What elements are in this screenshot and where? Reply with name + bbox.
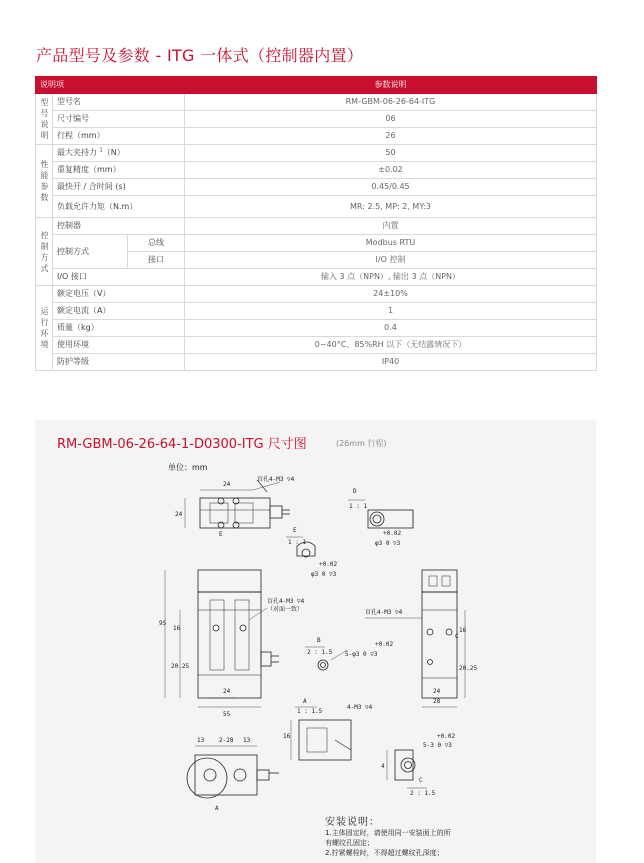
row-label: 控制方式 — [53, 235, 128, 269]
dim-label: 16 — [173, 625, 181, 632]
dim-label: 24 — [175, 511, 183, 518]
tol-label: 5-φ3 0 ▽3 — [345, 651, 378, 658]
tol-label: φ3 0 ▽3 — [311, 571, 337, 578]
view-marker: A — [215, 805, 219, 812]
row-value: 1 — [185, 303, 597, 320]
annotation: （对面一致） — [267, 606, 304, 613]
scale-label: 2 : 1.5 — [307, 649, 333, 656]
front-view — [165, 570, 279, 707]
dimension-drawing-panel — [35, 420, 596, 863]
dim-label: 24 — [433, 688, 441, 695]
detail-c — [387, 750, 415, 780]
install-line: 2.拧紧螺栓时，不得超过螺纹孔深度； — [325, 849, 444, 857]
table-row — [36, 269, 597, 286]
row-value: 0.4 — [185, 320, 597, 337]
table-row — [36, 111, 597, 128]
dim-label: 16 — [283, 733, 291, 740]
annotation: 盲孔4-M3 ▽4 — [365, 609, 403, 616]
table-row — [36, 337, 597, 354]
table-row — [36, 218, 597, 235]
table-row — [36, 303, 597, 320]
dim-label: 24 — [223, 688, 231, 695]
dim-label: 13 — [197, 737, 205, 744]
install-title: 安装说明： — [325, 817, 380, 828]
row-label: 行程（mm） — [53, 128, 185, 145]
table-header-row — [36, 77, 597, 94]
table-row — [36, 286, 597, 303]
row-label: 控制器 — [53, 218, 185, 235]
dim-label: 20.25 — [171, 663, 190, 670]
row-label: 额定电压（V） — [53, 286, 185, 303]
row-value: IP40 — [185, 354, 597, 371]
row-value: 50 — [185, 145, 597, 162]
tol-label: φ3 0 ▽3 — [375, 540, 401, 547]
view-marker: C — [419, 777, 423, 784]
table-row — [36, 196, 597, 218]
row-label: 负载允许力矩（N.m） — [53, 196, 185, 218]
row-value: 内置 — [185, 218, 597, 235]
group-operation: 运行环境 — [36, 286, 53, 371]
header-param: 参数说明 — [185, 77, 597, 94]
detail-a — [291, 720, 351, 760]
spec-table — [35, 76, 597, 371]
drawing-stroke-note: (26mm 行程) — [336, 439, 387, 448]
dim-label: 16 — [459, 627, 467, 634]
table-row — [36, 162, 597, 179]
dim-label: 55 — [223, 711, 231, 718]
annotation: 盲孔4-M3 ▽4 — [257, 476, 295, 483]
scale-label: 2 : 1.5 — [410, 790, 436, 797]
row-label: 型号名 — [53, 94, 185, 111]
sub-label: 总线 — [128, 235, 185, 252]
row-label: 重复精度（mm） — [53, 162, 185, 179]
drawing-title: RM-GBM-06-26-64-1-D0300-ITG 尺寸图 — [57, 437, 307, 452]
row-value: 0.45/0.45 — [185, 179, 597, 196]
row-value: ±0.02 — [185, 162, 597, 179]
install-line: 有螺纹孔固定； — [325, 839, 374, 847]
page-title: 产品型号及参数 - ITG 一体式（控制器内置） — [36, 46, 364, 65]
side-view — [365, 570, 465, 707]
row-label: 尺寸编号 — [53, 111, 185, 128]
view-marker: B — [317, 637, 321, 644]
row-label: 使用环境 — [53, 337, 185, 354]
scale-label: 1 : 1.5 — [297, 708, 323, 715]
row-value: Modbus RTU — [185, 235, 597, 252]
row-label: 最快开 / 合时间 (s) — [53, 179, 185, 196]
install-notes — [325, 813, 451, 858]
row-value: 24±10% — [185, 286, 597, 303]
dim-label: 28 — [433, 698, 441, 705]
sub-label: 接口 — [128, 252, 185, 269]
top-view — [185, 480, 290, 528]
table-row — [36, 145, 597, 162]
row-value: 0~40°C、85%RH 以下（无结露情况下） — [185, 337, 597, 354]
dim-label: 13 — [243, 737, 251, 744]
dim-label: 2-28 — [219, 737, 234, 744]
drawing-unit: 单位：mm — [168, 463, 208, 472]
group-performance: 性能参数 — [36, 145, 53, 218]
bottom-view — [187, 746, 279, 798]
table-row — [36, 128, 597, 145]
row-label: 防护等级 — [53, 354, 185, 371]
row-label: 质量（kg） — [53, 320, 185, 337]
detail-d — [368, 510, 413, 528]
dim-label: 20.25 — [459, 665, 478, 672]
dim-label: 95 — [159, 620, 167, 627]
table-row — [36, 94, 597, 111]
scale-label: 1 : 1 — [288, 539, 307, 546]
group-model: 型号说明 — [36, 94, 53, 145]
annotation: 4-M3 ▽4 — [347, 704, 373, 711]
dim-label: 4 — [381, 763, 385, 770]
tol-label: +0.02 — [319, 561, 338, 568]
row-label: 最大夹持力 $^1$（N） — [53, 145, 185, 162]
view-marker: E — [219, 531, 223, 538]
tol-label: 5-3 0 ▽3 — [423, 742, 452, 749]
tol-label: +0.02 — [437, 733, 456, 740]
row-label: 额定电流（A） — [53, 303, 185, 320]
row-value: MR: 2.5, MP: 2, MY:3 — [185, 196, 597, 218]
header-item: 说明项 — [36, 77, 185, 94]
technical-drawing — [35, 420, 596, 863]
row-value: 06 — [185, 111, 597, 128]
view-marker: D — [353, 488, 357, 495]
group-control: 控制方式 — [36, 218, 53, 286]
row-label: I/O 接口 — [53, 269, 185, 286]
scale-label: 1 : 1 — [349, 503, 368, 510]
tol-label: +0.02 — [383, 530, 402, 537]
view-marker: A — [303, 698, 307, 705]
view-marker: C — [455, 633, 459, 640]
table-row — [36, 235, 597, 252]
row-value: 26 — [185, 128, 597, 145]
tol-label: +0.02 — [375, 641, 394, 648]
row-value: I/O 控制 — [185, 252, 597, 269]
table-row — [36, 179, 597, 196]
row-value: 输入 3 点（NPN）, 输出 3 点（NPN） — [185, 269, 597, 286]
annotation: 盲孔4-M3 ▽4 — [267, 598, 305, 605]
view-marker: E — [293, 527, 297, 534]
install-line: 1.主体固定时，请使用同一安装面上的所 — [325, 829, 451, 837]
table-row — [36, 320, 597, 337]
table-row — [36, 354, 597, 371]
dim-label: 24 — [223, 481, 231, 488]
row-value: RM-GBM-06-26-64-ITG — [185, 94, 597, 111]
